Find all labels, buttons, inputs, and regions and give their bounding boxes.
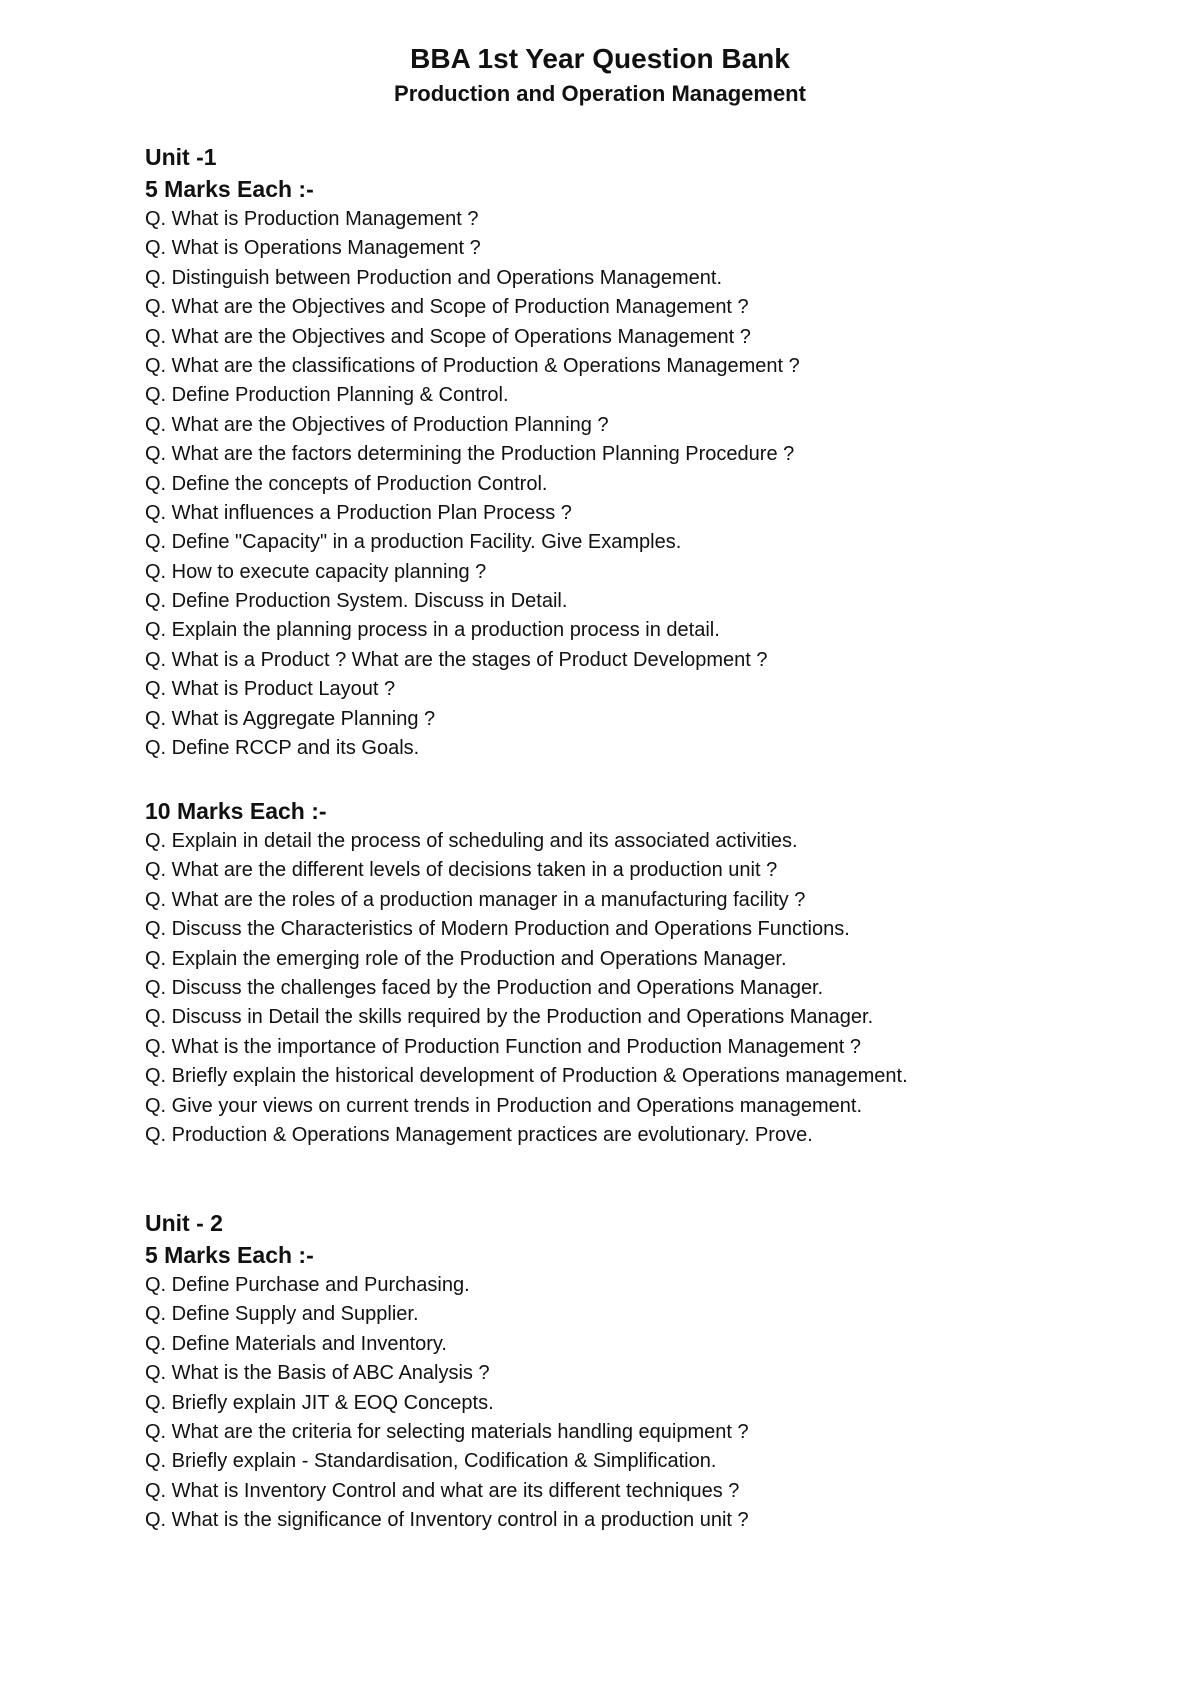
question-item: Q. Discuss the challenges faced by the Production and Operations Manager. [145, 976, 824, 999]
question-item: Q. Explain the emerging role of the Production and Operations Manager. [145, 947, 787, 970]
document-subtitle: Production and Operation Management [394, 81, 806, 106]
question-item: Q. How to execute capacity planning ? [145, 560, 487, 583]
question-item: Q. Briefly explain - Standardisation, Codification & Simplification. [145, 1450, 717, 1473]
marks-heading: 5 Marks Each :- [145, 1242, 314, 1268]
question-item: Q. What are the Objectives and Scope of Operations Management ? [145, 325, 751, 348]
marks-heading: 10 Marks Each :- [145, 798, 327, 824]
question-item: Q. Briefly explain the historical development of Production & Operations management. [145, 1065, 908, 1088]
question-item: Q. What are the Objectives of Production Planning ? [145, 413, 609, 436]
question-item: Q. What is Inventory Control and what are its different techniques ? [145, 1479, 740, 1502]
question-item: Q. What is a Product ? What are the stages of Product Development ? [145, 648, 768, 671]
question-list [145, 1271, 1145, 1536]
question-item: Q. Discuss the Characteristics of Modern Production and Operations Functions. [145, 918, 850, 941]
question-item: Q. Define Production System. Discuss in Detail. [145, 590, 568, 613]
unit-1-ten-marks-section [145, 795, 1145, 1150]
question-item: Q. Define RCCP and its Goals. [145, 737, 420, 760]
question-item: Q. What is the significance of Inventory control in a production unit ? [145, 1509, 749, 1532]
unit-heading: Unit -1 [145, 144, 217, 170]
question-item: Q. What are the roles of a production manager in a manufacturing facility ? [145, 888, 806, 911]
question-item: Q. Distinguish between Production and Operations Management. [145, 266, 723, 289]
question-item: Q. Define Materials and Inventory. [145, 1332, 447, 1355]
question-item: Q. What influences a Production Plan Process ? [145, 501, 572, 524]
unit-2-section [145, 1207, 1145, 1536]
question-item: Q. What is Operations Management ? [145, 237, 481, 260]
question-item: Q. Explain in detail the process of scheduling and its associated activities. [145, 830, 798, 852]
question-item: Q. Briefly explain JIT & EOQ Concepts. [145, 1391, 494, 1414]
question-item: Q. What are the factors determining the Production Planning Procedure ? [145, 443, 795, 466]
question-item: Q. What are the Objectives and Scope of Production Management ? [145, 296, 749, 319]
question-item: Q. Production & Operations Management practices are evolutionary. Prove. [145, 1123, 813, 1146]
question-item: Q. Discuss in Detail the skills required by the Production and Operations Manager. [145, 1006, 874, 1029]
question-item: Q. Define Production Planning & Control. [145, 384, 509, 407]
question-item: Q. What is Aggregate Planning ? [145, 707, 436, 730]
marks-heading: 5 Marks Each :- [145, 176, 314, 202]
question-item: Q. Define Purchase and Purchasing. [145, 1274, 470, 1296]
question-list [145, 827, 1145, 1150]
question-item: Q. Give your views on current trends in Production and Operations management. [145, 1094, 863, 1117]
question-item: Q. What is Product Layout ? [145, 678, 396, 701]
question-item: Q. Define the concepts of Production Control. [145, 472, 548, 495]
question-list [145, 205, 1145, 763]
unit-1-section [145, 141, 1145, 763]
document-title: BBA 1st Year Question Bank [410, 43, 790, 74]
question-item: Q. Define Supply and Supplier. [145, 1303, 419, 1326]
question-item: Q. What are the different levels of decisions taken in a production unit ? [145, 859, 778, 882]
question-item: Q. Explain the planning process in a production process in detail. [145, 619, 720, 642]
unit-heading: Unit - 2 [145, 1210, 223, 1236]
question-item: Q. What are the classifications of Production & Operations Management ? [145, 354, 800, 377]
question-item: Q. Define "Capacity" in a production Facility. Give Examples. [145, 531, 682, 554]
question-item: Q. What is the Basis of ABC Analysis ? [145, 1362, 490, 1385]
question-item: Q. What is Production Management ? [145, 208, 479, 230]
question-item: Q. What is the importance of Production Function and Production Management ? [145, 1035, 861, 1058]
question-item: Q. What are the criteria for selecting materials handling equipment ? [145, 1420, 749, 1443]
